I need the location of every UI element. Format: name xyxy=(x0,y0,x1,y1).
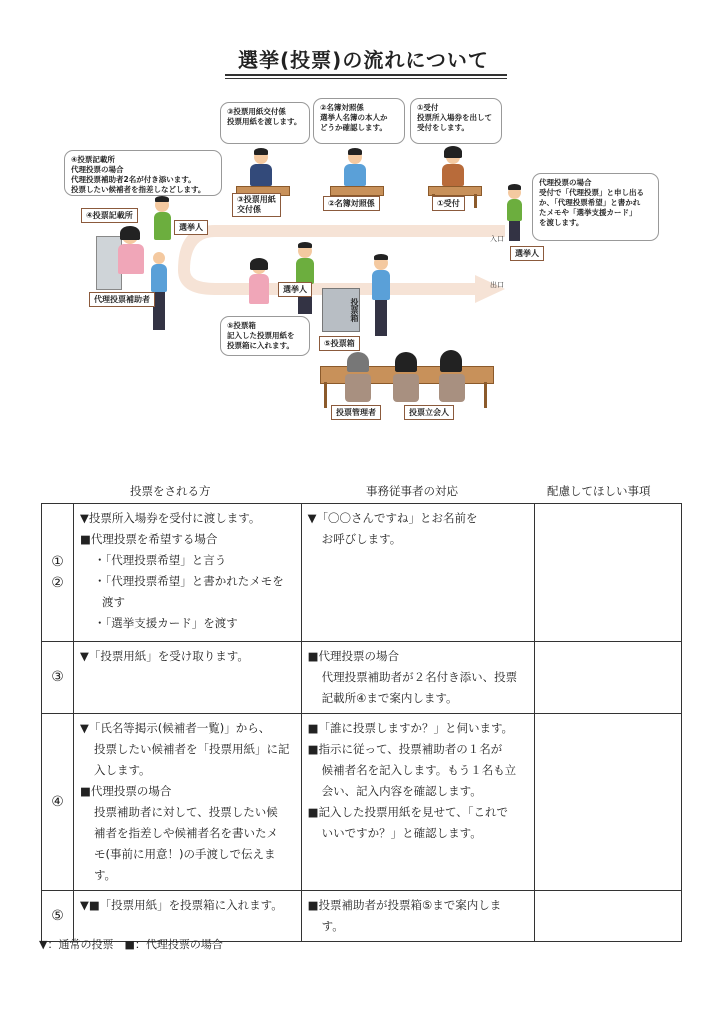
voter-bottom-hair xyxy=(298,242,312,248)
chair xyxy=(345,374,371,402)
callout-writing-line: ④投票記載所 xyxy=(71,155,115,164)
consideration-cell[interactable] xyxy=(535,642,682,714)
callout-issue-line: ③投票用紙交付係 xyxy=(227,107,286,116)
staff-line: す。 xyxy=(321,919,344,933)
callout-reception-line: 投票所入場券を出して xyxy=(417,113,492,122)
callout-check xyxy=(313,98,405,144)
voter-line: ・「代理投票希望」と書かれたメモを xyxy=(93,574,284,588)
row-number-text: ① xyxy=(51,553,64,570)
exit-label: 出口 xyxy=(490,281,504,289)
desk-leg xyxy=(484,382,487,408)
staff-cell xyxy=(301,642,535,714)
helper-head xyxy=(153,252,165,264)
staff-line: ■代理投票の場合 xyxy=(307,649,399,663)
voter-line: 補者を指差しや候補者名を書いたメ xyxy=(93,826,278,840)
page-title: 選挙(投票)の流れについて xyxy=(238,48,489,72)
row-number-text: ② xyxy=(51,574,64,591)
voter-line: ・「選挙支援カード」を渡す xyxy=(93,616,238,630)
label-voter-bottom: 選挙人 xyxy=(278,282,312,297)
voter-line: ・「代理投票希望」と言う xyxy=(93,553,227,567)
voter-cell xyxy=(73,642,301,714)
row-number-text: ⑤ xyxy=(51,907,64,924)
voter-line: 投票したい候補者を「投票用紙」に記 xyxy=(93,742,290,756)
callout-writing xyxy=(64,150,222,196)
voter-bottom-body xyxy=(296,258,314,284)
staff-line: ■指示に従って、投票補助者の１名が xyxy=(307,742,503,756)
manager-head xyxy=(347,352,369,372)
witness2-head xyxy=(440,350,462,372)
assistant-body xyxy=(118,244,144,274)
voter-cell xyxy=(73,891,301,942)
label-check: ②名簿対照係 xyxy=(323,196,380,211)
callout-check-line: 選挙人名簿の本人か xyxy=(320,113,388,122)
label-witness: 投票立会人 xyxy=(404,405,454,420)
staff-cell xyxy=(301,714,535,891)
col-header-voter: 投票をされる方 xyxy=(130,484,211,498)
callout-reception-line: 受付をします。 xyxy=(417,123,469,132)
chair xyxy=(393,374,419,402)
consideration-cell[interactable] xyxy=(535,504,682,642)
procedure-table xyxy=(41,503,682,942)
staff-reception-body xyxy=(442,164,464,186)
label-writing: ④投票記載所 xyxy=(81,208,138,223)
staff-line: ■投票補助者が投票箱⑤まで案内しま xyxy=(307,898,502,912)
staff-issue-hair xyxy=(254,148,268,155)
voter-top-hair xyxy=(155,196,169,202)
staff-line: お呼びします。 xyxy=(321,532,402,546)
title-underline xyxy=(225,74,507,76)
table-row xyxy=(42,642,682,714)
label-voter-top: 選挙人 xyxy=(174,220,208,235)
callout-box-line: 記入した投票用紙を xyxy=(227,331,295,340)
row-number xyxy=(42,504,74,642)
staff-check-body xyxy=(344,164,366,186)
callout-writing-line: 投票したい候補者を指差しなどします。 xyxy=(71,185,206,194)
voter-line: ■代理投票を希望する場合 xyxy=(79,532,218,546)
callout-writing-line: 代理投票補助者2名が付き添います。 xyxy=(71,175,196,184)
staff-line: いいですか？」と確認します。 xyxy=(321,826,482,840)
voter-line: モ(事前に用意！)の手渡しで伝えま xyxy=(93,847,276,861)
staff-line: 候補者名を記入します。もう１名も立 xyxy=(321,763,517,777)
staff-check-hair xyxy=(348,148,362,155)
callout-writing-line: 代理投票の場合 xyxy=(71,165,124,174)
col-header-staff: 事務従事者の対応 xyxy=(366,484,458,498)
callout-proxy-line: 代理投票の場合 xyxy=(539,178,592,187)
row-number xyxy=(42,891,74,942)
label-manager: 投票管理者 xyxy=(331,405,381,420)
title-underline-2 xyxy=(225,78,507,79)
label-issue xyxy=(232,193,281,217)
staff-cell xyxy=(301,891,535,942)
staff-cell xyxy=(301,504,535,642)
staff-reception-hair xyxy=(444,146,462,158)
callout-reception xyxy=(410,98,502,144)
chair xyxy=(439,374,465,402)
callout-proxy-line: たメモや「選挙支援カード」 xyxy=(539,208,637,217)
callout-reception-line: ①受付 xyxy=(417,103,439,112)
label-issue-line: 交付係 xyxy=(237,205,261,214)
desk-leg xyxy=(324,382,327,408)
row-number-text: ④ xyxy=(51,793,64,810)
ballot-box: 投票箱 xyxy=(322,288,360,332)
voter-right-hair xyxy=(508,184,521,190)
voter-top-body xyxy=(154,212,171,240)
voter-line: ▼「氏名等掲示(候補者一覧)」から、 xyxy=(79,721,271,735)
staff-line: ■記入した投票用紙を見せて、「これで xyxy=(307,805,508,819)
voter-line: す。 xyxy=(93,868,117,882)
table-row xyxy=(42,714,682,891)
callout-box-line: 投票箱に入れます。 xyxy=(227,341,294,350)
voter-line: 投票補助者に対して、投票したい候 xyxy=(93,805,278,819)
staff-line: ▼「〇〇さんですね」とお名前を xyxy=(307,511,478,525)
col-header-consideration: 配慮してほしい事項 xyxy=(547,484,651,498)
assistant-hair xyxy=(120,226,140,240)
callout-check-line: ②名簿対照係 xyxy=(320,103,364,112)
callout-proxy-line: を渡します。 xyxy=(539,218,584,227)
man-hair xyxy=(374,254,388,260)
callout-issue xyxy=(220,102,310,144)
man-body xyxy=(372,270,390,300)
callout-issue-line: 投票用紙を渡します。 xyxy=(227,117,302,126)
staff-line: ■「誰に投票しますか？」と伺います。 xyxy=(307,721,514,735)
helper-body xyxy=(151,264,167,292)
voter-cell xyxy=(73,504,301,642)
voter-cell xyxy=(73,714,301,891)
staff-line: 記載所④まで案内します。 xyxy=(321,691,458,705)
callout-check-line: どうか確認します。 xyxy=(320,123,387,132)
voter-line: ▼「投票用紙」を受け取ります。 xyxy=(79,649,249,663)
label-issue-line: ③投票用紙 xyxy=(237,195,276,204)
label-box: ⑤投票箱 xyxy=(319,336,360,351)
voter-right-body xyxy=(507,199,522,221)
callout-proxy-line: か、「代理投票希望」と書かれ xyxy=(539,198,641,207)
table-row xyxy=(42,504,682,642)
label-reception: ①受付 xyxy=(432,196,465,211)
label-voter-right: 選挙人 xyxy=(510,246,544,261)
callout-proxy-line: 受付で「代理投票」と申し出る xyxy=(539,188,644,197)
voter-right-legs xyxy=(509,221,520,241)
voter-line: 入します。 xyxy=(93,763,151,777)
voter-line: ■代理投票の場合 xyxy=(79,784,172,798)
staff-issue-body xyxy=(250,164,272,186)
callout-proxy xyxy=(532,173,659,241)
callout-box-line: ⑤投票箱 xyxy=(227,321,256,330)
woman-body xyxy=(249,274,269,304)
voter-line: ▼投票所入場券を受付に渡します。 xyxy=(79,511,261,525)
label-assistant: 代理投票補助者 xyxy=(89,292,155,307)
voter-line: ▼■「投票用紙」を投票箱に入れます。 xyxy=(79,898,283,912)
staff-line: 代理投票補助者が２名付き添い、投票 xyxy=(321,670,518,684)
callout-box xyxy=(220,316,310,356)
row-number-text: ③ xyxy=(51,669,64,685)
staff-line: 会い、記入内容を確認します。 xyxy=(321,784,482,798)
desk-leg xyxy=(474,194,477,208)
desk-check xyxy=(330,186,384,196)
consideration-cell[interactable] xyxy=(535,714,682,891)
woman-hair xyxy=(250,258,268,270)
voter-line: 渡す xyxy=(101,595,125,609)
legend: ▼：通常の投票 ■：代理投票の場合 xyxy=(39,938,223,951)
row-number xyxy=(42,714,74,891)
consideration-cell[interactable] xyxy=(535,891,682,942)
entrance-label: 入口 xyxy=(490,235,504,243)
man-legs xyxy=(375,300,387,336)
table-row xyxy=(42,891,682,942)
witness1-head xyxy=(395,352,417,372)
row-number xyxy=(42,642,74,714)
